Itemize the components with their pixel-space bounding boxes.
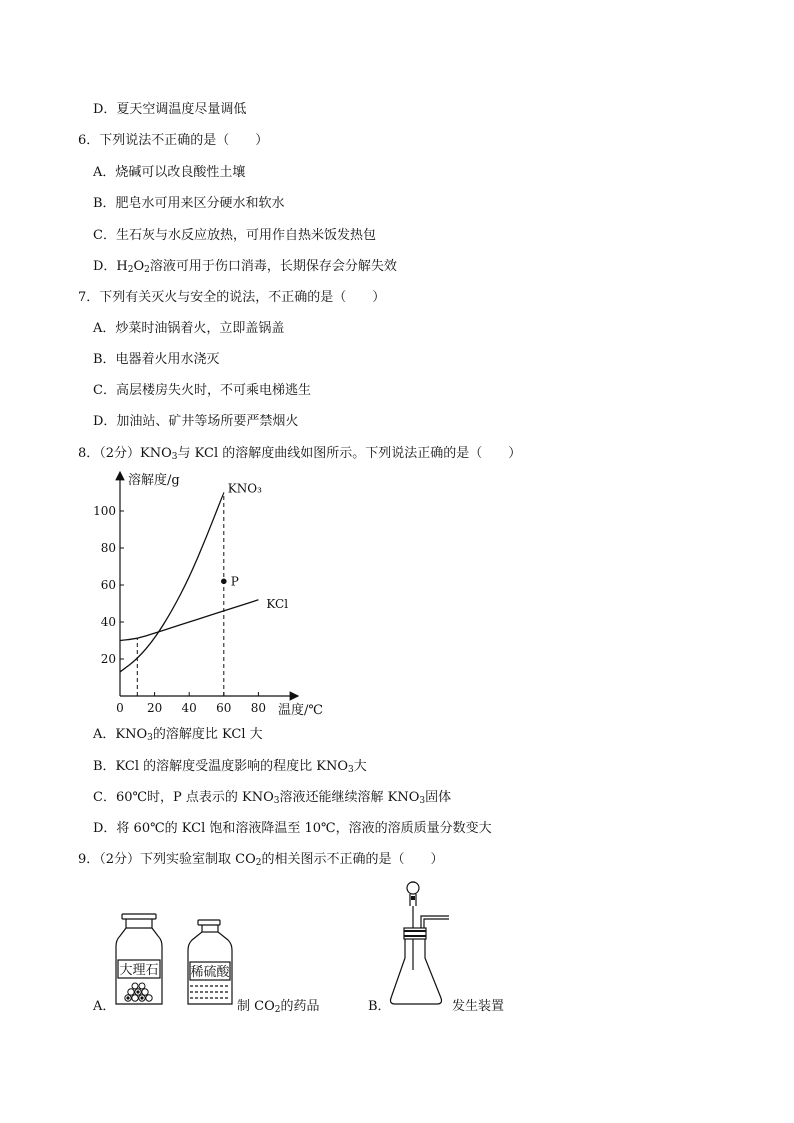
q9-option-a-caption: 制 $CO_2$的药品	[237, 999, 320, 1015]
q9-option-b-letter: B．	[368, 999, 391, 1014]
q6-stem: 6．下列说法不正确的是（ ）	[78, 133, 269, 148]
q9-option-b-caption: 发生装置	[452, 999, 505, 1014]
y-tick-label: 100	[93, 504, 116, 518]
point-p-label: P	[230, 574, 239, 589]
q9-stem: 9．（2分）下列实验室制取 $CO_2$的相关图示不正确的是（ ）	[78, 852, 444, 868]
y-tick-label: 80	[100, 541, 116, 555]
q7-option-d: D．加油站、矿井等场所要严禁烟火	[93, 414, 299, 429]
q7-option-a: A．炒菜时油锅着火，立即盖锅盖	[93, 321, 285, 336]
acid-bottle	[188, 920, 232, 1004]
q6-option-d: D．$H_2O_2$溶液可用于伤口消毒，长期保存会分解失效	[93, 259, 397, 275]
flask-apparatus	[385, 880, 460, 1010]
q6-option-b: B．肥皂水可用来区分硬水和软水	[93, 196, 285, 211]
q8-option-c: C．60℃时，P 点表示的 $KNO_3$溶液还能继续溶解 $KNO_3$固体	[93, 790, 452, 806]
chart-x-label: 温度/℃	[278, 703, 323, 718]
solubility-chart	[80, 466, 340, 724]
x-tick-label: 60	[216, 701, 232, 715]
q7-option-b: B．电器着火用水浇灭	[93, 352, 220, 367]
chart-ticks	[93, 504, 266, 715]
series-line-1	[120, 600, 258, 641]
y-tick-label: 40	[100, 615, 116, 629]
y-tick-label: 60	[100, 578, 116, 592]
q7-option-c: C．高层楼房失火时，不可乘电梯逃生	[93, 383, 311, 398]
series-label-0: KNO₃	[227, 481, 262, 496]
x-tick-label: 20	[146, 701, 163, 715]
x-tick-label: 80	[250, 701, 267, 715]
q7-stem: 7．下列有关灭火与安全的说法，不正确的是（ ）	[78, 290, 386, 305]
reagent-bottles	[112, 910, 242, 1010]
x-tick-label: 0	[116, 701, 124, 715]
q8-option-b: B．KCl 的溶解度受温度影响的程度比 $KNO_3$大	[93, 759, 367, 775]
bottle2-label: 稀硫酸	[190, 965, 230, 980]
chart-y-label: 溶解度/g	[128, 473, 180, 488]
series-label-1: KCl	[266, 596, 289, 611]
point-p	[221, 579, 227, 585]
y-tick-label: 20	[100, 652, 116, 666]
series-line-0	[120, 493, 224, 672]
q5-option-d: D．夏天空调温度尽量调低	[93, 102, 247, 117]
q6-option-a: A．烧碱可以改良酸性土壤	[93, 165, 246, 180]
chart-series	[120, 482, 288, 672]
q9-option-a-letter: A．	[93, 999, 116, 1014]
q8-option-a: A．$KNO_3$的溶解度比 KCl 大	[93, 727, 263, 743]
q8-option-d: D．将 60℃的 KCl 饱和溶液降温至 10℃，溶液的溶质质量分数变大	[93, 821, 492, 836]
bottle1-label: 大理石	[119, 963, 159, 978]
x-tick-label: 40	[181, 701, 197, 715]
q6-option-c: C．生石灰与水反应放热，可用作自热米饭发热包	[93, 228, 376, 243]
chart-axes	[120, 472, 298, 696]
q8-stem: 8．（2分）$KNO_3$与 KCl 的溶解度曲线如图所示。下列说法正确的是（ ）	[78, 446, 522, 462]
